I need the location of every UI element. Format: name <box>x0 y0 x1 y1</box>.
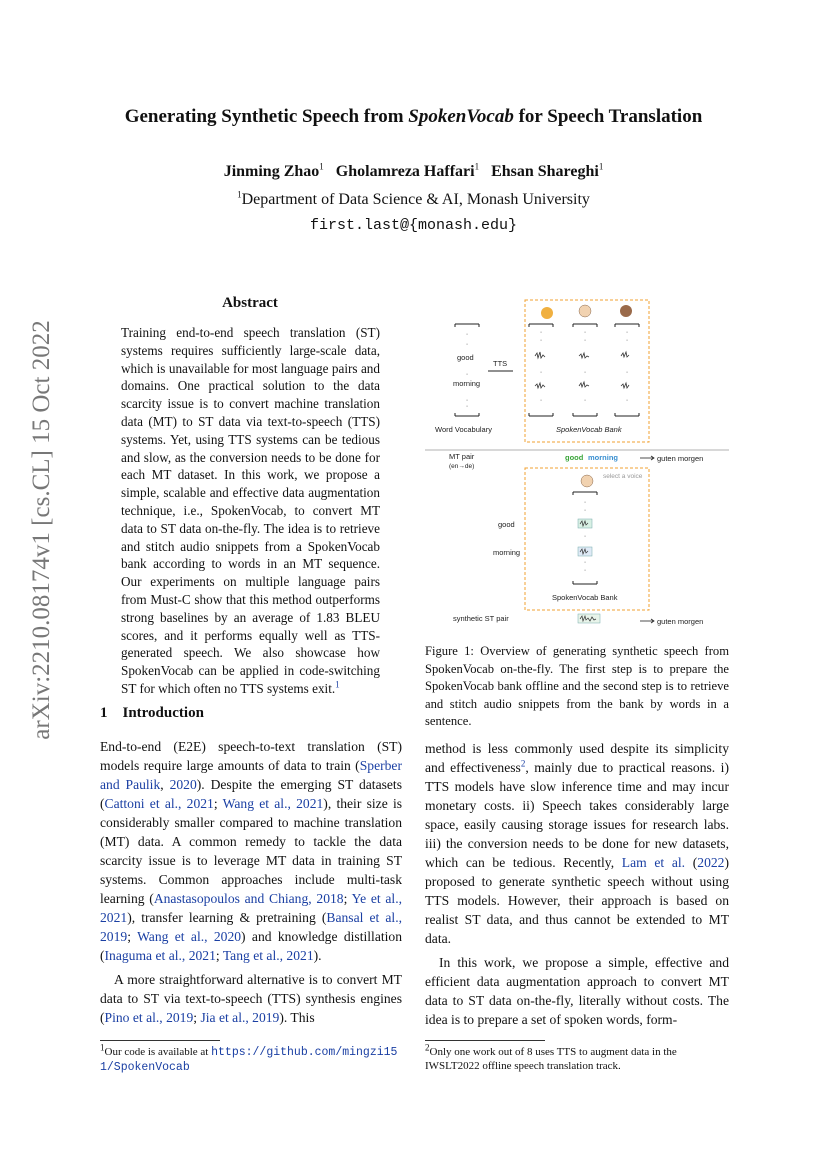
svg-text:·: · <box>583 369 587 376</box>
citation-link[interactable]: Wang et al., 2021 <box>222 796 324 811</box>
citation-link[interactable]: Jia et al., 2019 <box>200 1010 280 1025</box>
footnote-1: $^1$Our code is available at https://github.com/mingzi151/SpokenVocab <box>100 1042 398 1074</box>
intro-paragraph-1 <box>100 737 402 965</box>
abstract-heading: Abstract <box>222 295 278 311</box>
citation-link[interactable]: Lam et al. <box>621 855 686 870</box>
author: Ehsan Shareghi <box>491 163 599 180</box>
text-run: ( <box>685 855 698 870</box>
figure-mt-good: good <box>565 453 584 462</box>
voice-face-icon <box>579 305 591 317</box>
figure-word-vocab-label: Word Vocabulary <box>435 425 492 434</box>
figure-word-good: good <box>498 520 515 529</box>
citation-link[interactable]: Wang et al., 2020 <box>137 929 242 944</box>
text-run: ) and knowledge distillation ( <box>100 929 402 963</box>
intro-body-left <box>100 737 402 1027</box>
text-run: , mainly due to practical reasons. i) TTS models have slow inference time and may incur monetary costs. ii) Speech takes considerably large space, easily causing storage issues for research labs. iii) the conversion needs to be done for new datasets, which can be tedious. Recently, <box>425 760 729 870</box>
citation-link[interactable]: Sperber and Paulik <box>100 758 402 792</box>
svg-text:·: · <box>625 337 629 344</box>
figure-caption: Figure 1: Overview of generating synthetic speech from SpokenVocab on-the-fly. The first step is to prepare the SpokenVocab bank offline and the second step is to retrieve and stitch audio snippets from the bank by words in a sentence. <box>425 644 729 728</box>
svg-text:·: · <box>465 341 469 348</box>
figure-synthetic-pair: synthetic ST pair <box>453 614 509 623</box>
intro-body-right <box>425 739 729 1029</box>
svg-text:·: · <box>583 567 587 574</box>
footnote-mark[interactable]: 2 <box>520 758 526 769</box>
voice-face-icon <box>620 305 632 317</box>
author: Gholamreza Haffari <box>335 163 475 180</box>
svg-text:·: · <box>583 337 587 344</box>
svg-text:·: · <box>583 499 587 506</box>
text-run: ). Despite the emerging ST datasets ( <box>100 777 402 811</box>
text-run: ; <box>215 948 223 963</box>
abstract-text: Training end-to-end speech translation (ST) systems requires sufficiently large-scale data, which is unavailable for most language pairs and domains. One practical solution to the data scarcity issue is to convert machine translation data (MT) to ST data via text-to-speech (TTS) systems. Yet, using TTS systems can be tedious and slow, as the conversion needs to be done for each MT dataset. In this work, we propose a simple, scalable and effective data augmentation technique, i.e., SpokenVocab, to convert MT data to ST data on-the-fly. The idea is to retrieve and stitch audio snippets from a SpokenVocab bank according to words in an MT sequence. Our experiments on multiple language pairs from Must-C show that this method outperforms strong baselines by an average of 1.83 BLEU scores, and it performs equally well as TTS-generated speech. We also showcase how SpokenVocab can be applied in code-switching ST for which often no TTS systems exit.$^1$ <box>121 325 380 696</box>
figure-bank-label: SpokenVocab Bank <box>556 425 622 434</box>
citation-link[interactable]: Bansal et al., 2019 <box>100 910 402 944</box>
footnote-2: $^2$Only one work out of 8 uses TTS to augment data in the IWSLT2022 offline speech translation track. <box>425 1042 677 1072</box>
author: Jinming Zhao <box>223 163 320 180</box>
svg-text:·: · <box>625 397 629 404</box>
text-run: ; <box>193 1010 201 1025</box>
svg-text:·: · <box>583 533 587 540</box>
figure-target-text: guten morgen <box>657 617 704 626</box>
svg-text:·: · <box>465 403 469 410</box>
selected-voice-face-icon <box>581 475 593 487</box>
svg-text:·: · <box>625 369 629 376</box>
figure-lang-label: (en→de) <box>449 463 475 470</box>
citation-link[interactable]: Anastasopoulos and Chiang, 2018 <box>153 891 344 906</box>
text-run: End-to-end (E2E) speech-to-text translation (ST) models require large amounts of data to train ( <box>100 739 402 773</box>
figure-bank-label: SpokenVocab Bank <box>552 593 618 602</box>
svg-text:·: · <box>583 397 587 404</box>
author-list: Jinming Zhao$^1$ Gholamreza Haffari$^1$ Ehsan Shareghi$^1$ <box>223 161 604 180</box>
text-run: ) proposed to generate synthetic speech without using TTS models. However, their approach is based on realist ST data, and thus cannot be extended to MT data. <box>425 855 729 946</box>
svg-text:·: · <box>539 369 543 376</box>
text-run: ), their size is considerably smaller compared to machine translation (MT) data. A common remedy to tackle the data scarcity issue is to leverage MT data in training ST systems. Common approaches include multi-task learning ( <box>100 796 403 906</box>
text-run: ). This <box>279 1010 315 1025</box>
voice-face-icon <box>541 307 553 319</box>
text-run: , <box>160 777 170 792</box>
citation-link[interactable]: Cattoni et al., 2021 <box>104 796 214 811</box>
text-run: A more straightforward alternative is to convert MT data to ST via text-to-speech (TTS) synthesis engines ( <box>100 972 402 1025</box>
figure-1 <box>425 298 729 628</box>
svg-text:·: · <box>465 331 469 338</box>
svg-text:·: · <box>465 371 469 378</box>
intro-paragraph-4: In this work, we propose a simple, effective and efficient data augmentation approach to convert MT data to ST data on-the-fly, literally without costs. The idea is to prepare a set of spoken words, form- <box>425 955 729 1027</box>
citation-link[interactable]: Pino et al., 2019 <box>104 1010 194 1025</box>
text-run: ). <box>313 948 322 963</box>
intro-paragraph-2 <box>100 970 402 1027</box>
citation-link[interactable]: Ye et al., 2021 <box>100 891 402 925</box>
figure-target-text: guten morgen <box>657 454 704 463</box>
footnote-rule <box>100 1040 220 1041</box>
svg-text:·: · <box>583 559 587 566</box>
footnote-rule <box>425 1040 545 1041</box>
svg-text:·: · <box>583 507 587 514</box>
affiliation: $^1$Department of Data Science & AI, Monash University <box>237 189 590 208</box>
waveform-icons <box>535 352 629 388</box>
citation-link[interactable]: 2020 <box>169 777 197 792</box>
svg-text:·: · <box>625 329 629 336</box>
figure-mt-morning: morning <box>588 453 618 462</box>
figure-word-morning: morning <box>453 379 481 388</box>
select-voice-box <box>525 468 649 610</box>
svg-text:·: · <box>539 329 543 336</box>
figure-select-voice: select a voice <box>603 473 643 480</box>
text-run: method is less commonly used despite its simplicity and effectiveness <box>425 741 729 775</box>
text-run: ; <box>213 796 223 811</box>
citation-link[interactable]: Tang et al., 2021 <box>222 948 314 963</box>
section-heading: 1 Introduction <box>100 705 204 721</box>
figure-word-morning: morning <box>493 548 521 557</box>
email: first.last@{monash.edu} <box>309 217 518 234</box>
bank-dashed-box <box>525 300 649 442</box>
word-vocab-bracket <box>455 324 639 416</box>
svg-text:·: · <box>539 337 543 344</box>
figure-tts-label: TTS <box>493 359 508 368</box>
svg-text:·: · <box>539 397 543 404</box>
paper-title: Generating Synthetic Speech from SpokenVocab for Speech Translation <box>124 106 703 127</box>
voice-face-icons <box>541 305 632 319</box>
figure-mt-pair-label: MT pair <box>449 452 475 461</box>
arxiv-identifier: arXiv:2210.08174v1 [cs.CL] 15 Oct 2022 <box>28 320 55 740</box>
citation-link[interactable]: Inaguma et al., 2021 <box>104 948 216 963</box>
citation-link[interactable]: 2022 <box>697 855 725 870</box>
svg-text:·: · <box>583 329 587 336</box>
text-run: ; <box>343 891 352 906</box>
svg-text:·: · <box>465 397 469 404</box>
text-run: ; <box>127 929 138 944</box>
figure-word-good: good <box>457 353 474 362</box>
intro-paragraph-3 <box>425 739 729 948</box>
code-link[interactable]: https://github.com/mingzi151/SpokenVocab <box>100 1046 398 1074</box>
text-run: ), transfer learning & pretraining ( <box>127 910 327 925</box>
